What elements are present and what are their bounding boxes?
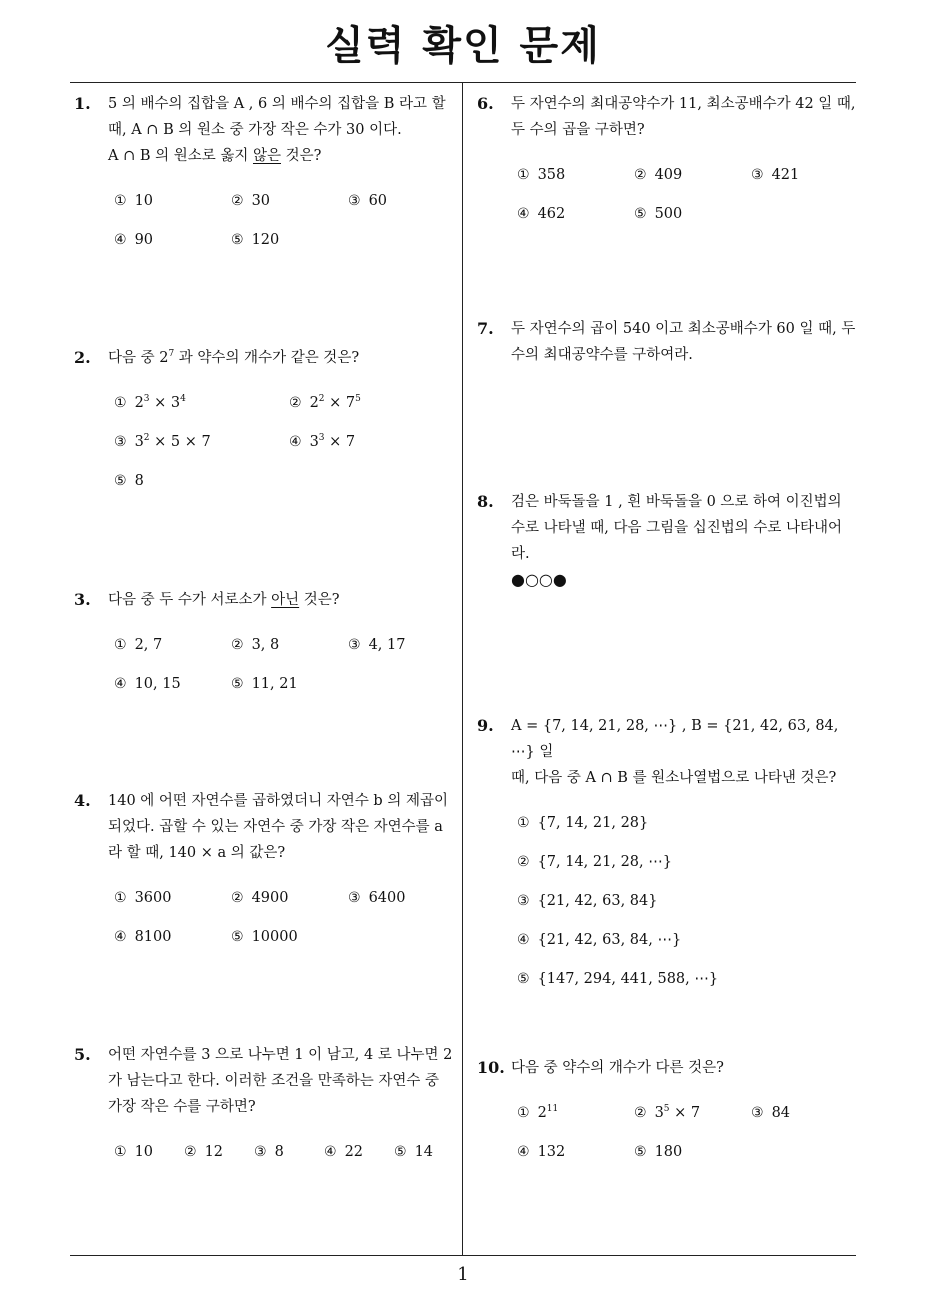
- choice-1[interactable]: ① $2^{11}$: [517, 1103, 559, 1121]
- stem-line: 5 의 배수의 집합을 A , 6 의 배수의 집합을 B 라고 할: [108, 96, 446, 112]
- question-stem: [511, 713, 862, 791]
- answer-choices: [517, 1093, 862, 1171]
- choice-2[interactable]: ② {7, 14, 21, 28, ⋯}: [517, 853, 672, 870]
- choice-3[interactable]: ③ {21, 42, 63, 84}: [517, 892, 658, 909]
- choice-2[interactable]: ② 4900: [231, 889, 289, 906]
- question-number: 3.: [74, 590, 91, 609]
- stem-line: 가 남는다고 한다. 이러한 조건을 만족하는 자연수 중: [108, 1073, 440, 1089]
- choice-2[interactable]: ② $2^2 \times 7^5$: [289, 393, 361, 411]
- question-4: [74, 788, 459, 956]
- question-number: 5.: [74, 1045, 91, 1064]
- question-9: [477, 713, 862, 998]
- underlined-keyword: 아닌: [271, 592, 300, 608]
- stem-line: 140 에 어떤 자연수를 곱하였더니 자연수 b 의 제곱이: [108, 793, 448, 809]
- choice-1[interactable]: ① 10: [114, 192, 154, 209]
- choice-4[interactable]: ④ 132: [517, 1143, 566, 1160]
- question-3: [74, 587, 459, 703]
- choice-5[interactable]: ⑤ 10000: [231, 928, 298, 945]
- choice-3[interactable]: ③ 84: [751, 1104, 791, 1121]
- choice-5[interactable]: ⑤ 120: [231, 231, 280, 248]
- choice-5[interactable]: ⑤ 8: [114, 472, 144, 489]
- question-stem: [108, 1042, 459, 1120]
- answer-choices: [114, 1132, 459, 1171]
- stem-line: 라 할 때, 140 × a 의 값은?: [108, 845, 286, 861]
- question-stem: [108, 345, 459, 371]
- stem-line: 두 자연수의 곱이 540 이고 최소공배수가 60 일 때, 두: [511, 321, 856, 337]
- choice-3[interactable]: ③ $3^2 \times 5 \times 7$: [114, 432, 211, 450]
- choice-4[interactable]: ④ 10, 15: [114, 675, 181, 692]
- choice-4[interactable]: ④ {21, 42, 63, 84, ⋯}: [517, 931, 682, 948]
- question-number: 2.: [74, 348, 91, 367]
- choice-1[interactable]: ① 2, 7: [114, 636, 163, 653]
- question-6: [477, 91, 862, 233]
- bottom-divider: [70, 1255, 856, 1256]
- stem-line: 수의 최대공약수를 구하여라.: [511, 347, 693, 363]
- stem-line: 다음 중 약수의 개수가 다른 것은?: [511, 1060, 724, 1076]
- stem-line: 검은 바둑돌을 1 , 흰 바둑돌을 0 으로 하여 이진법의: [511, 494, 842, 510]
- underlined-keyword: 않은: [252, 148, 281, 164]
- choice-3[interactable]: ③ 6400: [348, 889, 406, 906]
- question-10: [477, 1055, 862, 1171]
- stem-line: 다음 중 두 수가 서로소가 아닌 것은?: [108, 592, 340, 608]
- choice-3[interactable]: ③ 4, 17: [348, 636, 406, 653]
- choice-5[interactable]: ⑤ 14: [394, 1143, 434, 1160]
- choice-5[interactable]: ⑤ 11, 21: [231, 675, 298, 692]
- choice-4[interactable]: ④ $3^3 \times 7$: [289, 432, 356, 450]
- question-8: [477, 489, 862, 593]
- stem-line: A = {7, 14, 21, 28, ⋯} , B = {21, 42, 63, 84, ⋯} 일: [511, 718, 839, 760]
- page-number: 1: [457, 1264, 469, 1285]
- stem-line: 라.: [511, 546, 530, 562]
- question-stem: [511, 1055, 862, 1081]
- stem-line: 가장 작은 수를 구하면?: [108, 1099, 256, 1115]
- answer-choices: [114, 383, 459, 500]
- stem-line: 두 자연수의 최대공약수가 11, 최소공배수가 42 일 때,: [511, 96, 856, 112]
- question-number: 10.: [477, 1058, 505, 1077]
- question-number: 9.: [477, 716, 494, 735]
- stem-line: A ∩ B 의 원소로 옳지 않은 것은?: [108, 148, 322, 164]
- question-number: 1.: [74, 94, 91, 113]
- stem-line: 두 수의 곱을 구하면?: [511, 122, 645, 138]
- question-stem: [511, 316, 862, 368]
- choice-3[interactable]: ③ 421: [751, 166, 800, 183]
- question-stem: [511, 489, 862, 593]
- question-stem: [108, 91, 459, 169]
- choice-2[interactable]: ② 3, 8: [231, 636, 280, 653]
- column-divider: [462, 82, 463, 1255]
- question-number: 6.: [477, 94, 494, 113]
- question-stem: [511, 91, 862, 143]
- choice-5[interactable]: ⑤ 180: [634, 1143, 683, 1160]
- question-1: [74, 91, 459, 259]
- stem-line: 다음 중 $2^7$ 과 약수의 개수가 같은 것은?: [108, 349, 360, 366]
- answer-choices: [517, 803, 862, 998]
- stem-line: 되었다. 곱할 수 있는 자연수 중 가장 작은 자연수를 a: [108, 819, 443, 835]
- stem-line: 어떤 자연수를 3 으로 나누면 1 이 남고, 4 로 나누면 2: [108, 1047, 453, 1063]
- stem-line: 때, 다음 중 A ∩ B 를 원소나열법으로 나타낸 것은?: [511, 770, 837, 786]
- choice-4[interactable]: ④ 462: [517, 205, 566, 222]
- answer-choices: [114, 625, 459, 703]
- choice-2[interactable]: ② $3^5 \times 7$: [634, 1103, 701, 1121]
- choice-5[interactable]: ⑤ {147, 294, 441, 588, ⋯}: [517, 970, 719, 987]
- choice-1[interactable]: ① 10: [114, 1143, 154, 1160]
- choice-4[interactable]: ④ 22: [324, 1143, 364, 1160]
- question-7: [477, 316, 862, 368]
- choice-1[interactable]: ① 358: [517, 166, 566, 183]
- stem-line: 때, A ∩ B 의 원소 중 가장 작은 수가 30 이다.: [108, 122, 402, 138]
- question-stem: [108, 587, 459, 613]
- choice-2[interactable]: ② 409: [634, 166, 683, 183]
- answer-choices: [114, 181, 459, 259]
- choice-4[interactable]: ④ 8100: [114, 928, 172, 945]
- answer-choices: [114, 878, 459, 956]
- choice-5[interactable]: ⑤ 500: [634, 205, 683, 222]
- choice-2[interactable]: ② 30: [231, 192, 271, 209]
- choice-3[interactable]: ③ 60: [348, 192, 388, 209]
- answer-choices: [517, 155, 862, 233]
- question-number: 4.: [74, 791, 91, 810]
- choice-4[interactable]: ④ 90: [114, 231, 154, 248]
- choice-2[interactable]: ② 12: [184, 1143, 224, 1160]
- top-divider: [70, 82, 856, 83]
- page-title: 실력 확인 문제: [325, 23, 601, 69]
- question-2: [74, 345, 459, 500]
- choice-1[interactable]: ① 3600: [114, 889, 172, 906]
- stem-line: 수로 나타낼 때, 다음 그림을 십진법의 수로 나타내어: [511, 520, 843, 536]
- choice-3[interactable]: ③ 8: [254, 1143, 284, 1160]
- question-stem: [108, 788, 459, 866]
- question-number: 8.: [477, 492, 494, 511]
- choice-1[interactable]: ① {7, 14, 21, 28}: [517, 814, 649, 831]
- go-stones-figure: ●○○●: [511, 570, 567, 589]
- question-5: [74, 1042, 459, 1171]
- choice-1[interactable]: ① $2^3 \times 3^4$: [114, 393, 186, 411]
- question-number: 7.: [477, 319, 494, 338]
